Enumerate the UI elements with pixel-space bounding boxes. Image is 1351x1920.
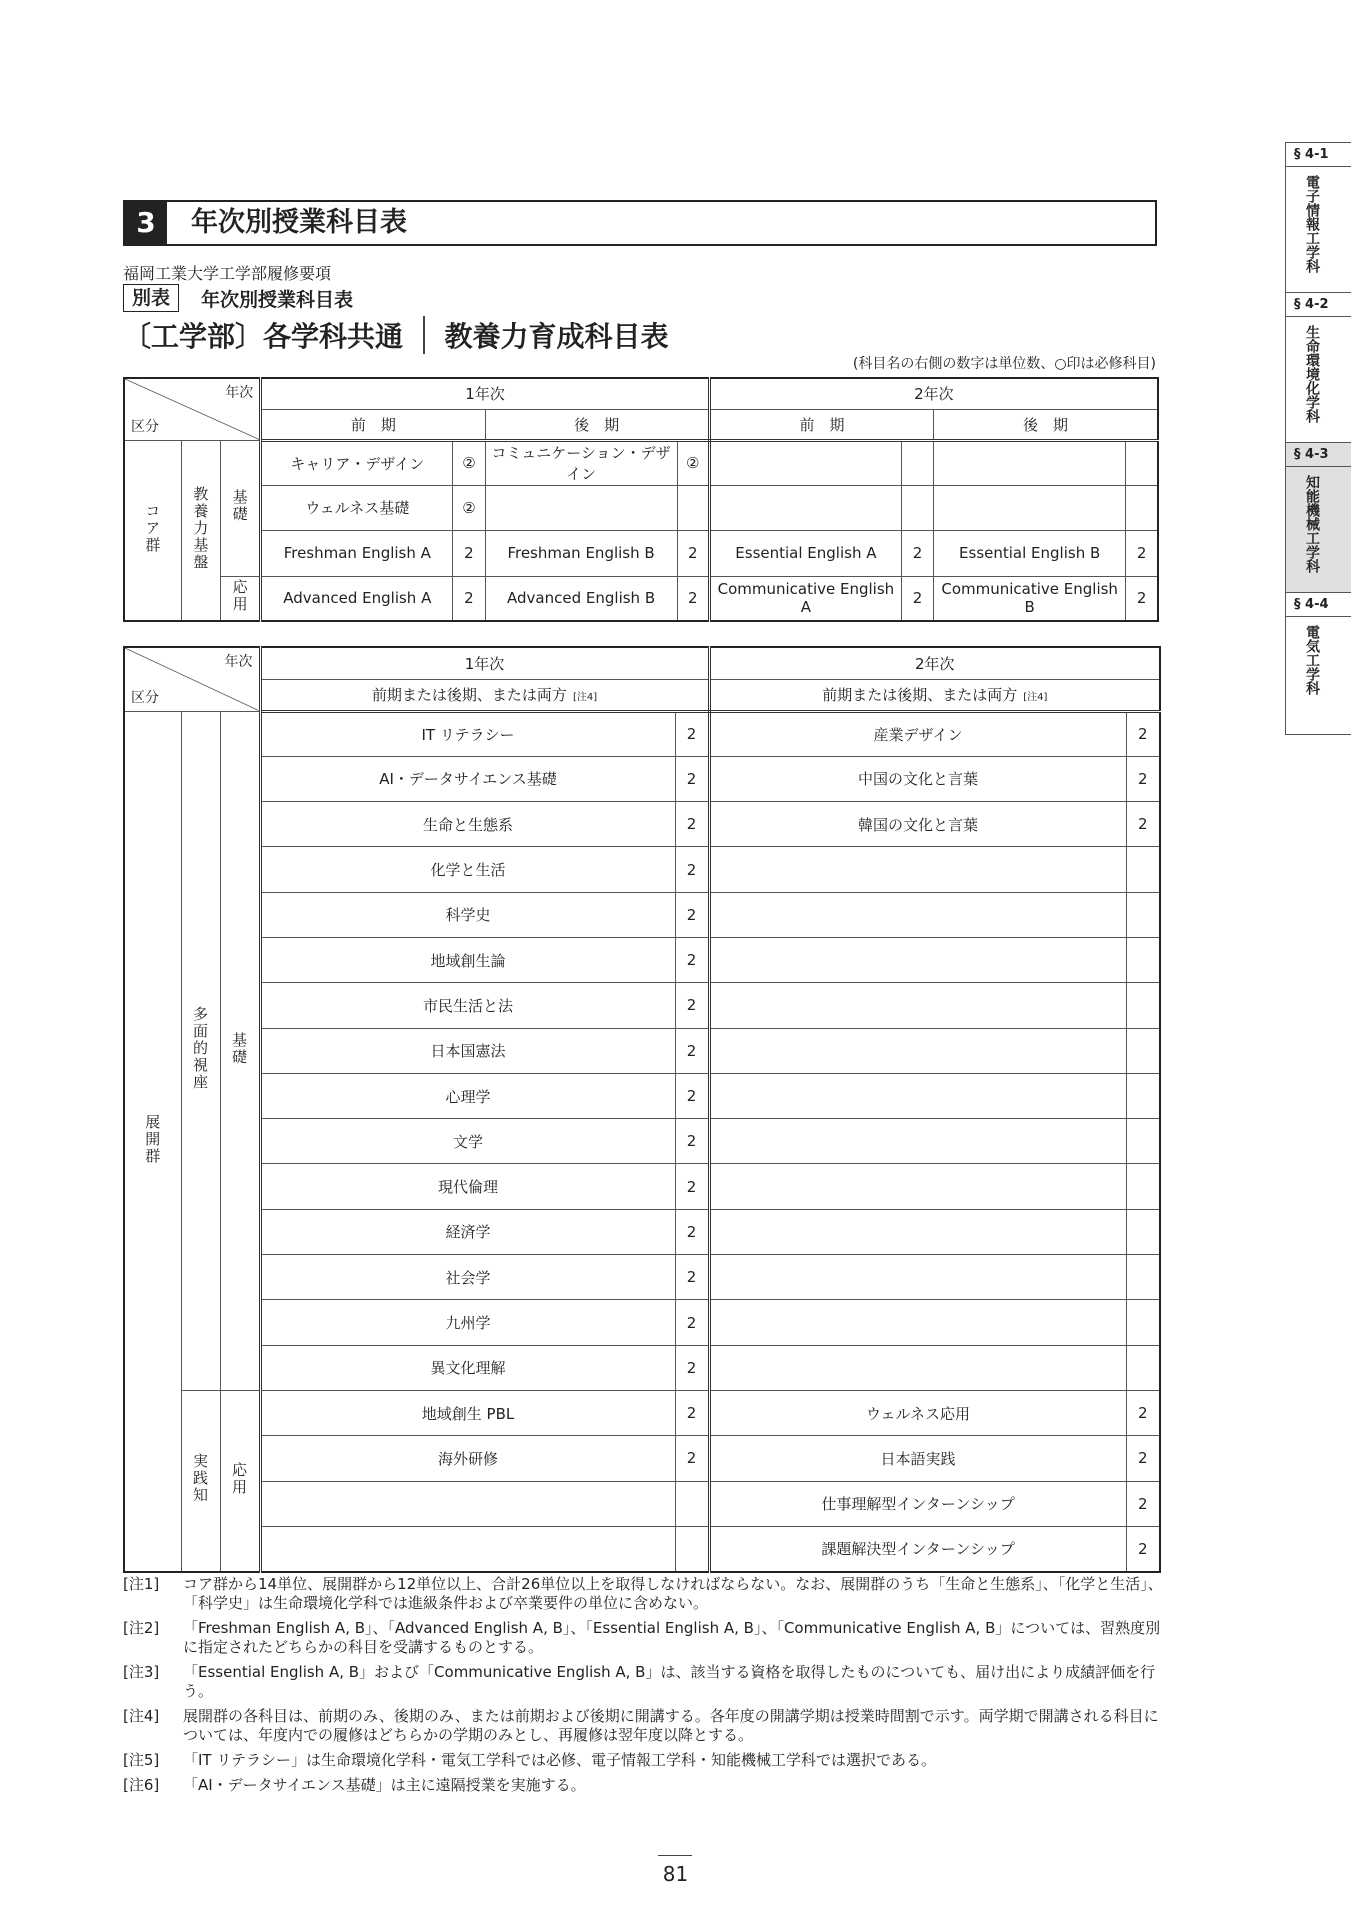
- credit-cell: 2: [1126, 530, 1158, 576]
- year2-header: 2年次: [709, 378, 1158, 409]
- course-cell: AI・データサイエンス基礎: [260, 756, 675, 801]
- credit-cell: [1126, 485, 1158, 530]
- term-header-y2: 前期または後期、または両方 [注4]: [709, 679, 1160, 711]
- credit-cell: [1126, 1345, 1160, 1390]
- footnote-key: [注4]: [123, 1707, 160, 1725]
- footnote: [123, 1707, 1163, 1745]
- credit-cell: [1126, 1119, 1160, 1164]
- table-row: [124, 1119, 1160, 1164]
- course-cell: [709, 1255, 1126, 1300]
- course-cell: 九州学: [260, 1300, 675, 1345]
- credit-cell: [1126, 1300, 1160, 1345]
- table-row: [124, 576, 1158, 621]
- course-cell: [709, 983, 1126, 1028]
- credit-cell: [1126, 1073, 1160, 1118]
- appendix-label: [123, 284, 353, 312]
- table-row: [124, 1164, 1160, 1209]
- table-row: [124, 440, 1158, 485]
- table-row: [124, 847, 1160, 892]
- course-cell: 課題解決型インターンシップ: [709, 1526, 1126, 1571]
- credit-cell: ②: [677, 440, 709, 485]
- course-cell: 産業デザイン: [709, 711, 1126, 756]
- course-cell: ウェルネス応用: [709, 1390, 1126, 1435]
- credit-cell: 2: [1126, 756, 1160, 801]
- credit-cell: 2: [675, 1345, 709, 1390]
- course-cell: 海外研修: [260, 1436, 675, 1481]
- footnote: [123, 1776, 1163, 1795]
- credit-cell: 2: [675, 892, 709, 937]
- footnotes: [123, 1575, 1163, 1801]
- credit-cell: 2: [1126, 576, 1158, 621]
- course-cell: 心理学: [260, 1073, 675, 1118]
- table-row: [124, 756, 1160, 801]
- term-zenki-y1: 前 期: [261, 409, 485, 440]
- table-row: [124, 937, 1160, 982]
- table-row: [124, 1028, 1160, 1073]
- year2-header: 2年次: [709, 647, 1160, 679]
- footnote: [123, 1619, 1163, 1657]
- footnote-key: [注5]: [123, 1751, 160, 1769]
- footnote-text: 「AI・データサイエンス基礎」は主に遠隔授業を実施する。: [183, 1776, 586, 1794]
- side-tab-text: 電気工学科: [1304, 625, 1320, 695]
- table-row: [124, 1073, 1160, 1118]
- page-number: 81: [662, 1862, 689, 1886]
- side-tab-text: 電子情報工学科: [1304, 175, 1320, 273]
- side-tab-1[interactable]: [1285, 142, 1351, 292]
- course-cell: Essential English A: [709, 530, 901, 576]
- credit-note: (科目名の右側の数字は単位数、○印は必修科目): [852, 356, 1156, 372]
- credit-cell: [1126, 1028, 1160, 1073]
- course-cell: [709, 1164, 1126, 1209]
- course-cell: [709, 892, 1126, 937]
- nenji-label: 年次: [225, 385, 254, 401]
- course-cell: [709, 1300, 1126, 1345]
- footnote-key: [注6]: [123, 1776, 160, 1794]
- table-row: [124, 530, 1158, 576]
- course-cell: 市民生活と法: [260, 983, 675, 1028]
- table-row: [124, 1255, 1160, 1300]
- course-cell: 日本国憲法: [260, 1028, 675, 1073]
- document-source: 福岡工業大学工学部履修要項: [123, 264, 332, 283]
- course-cell: Freshman English B: [485, 530, 677, 576]
- table-row: [124, 892, 1160, 937]
- credit-cell: ②: [453, 485, 485, 530]
- group-core: コア群: [124, 440, 181, 621]
- footnote: [123, 1575, 1163, 1613]
- course-cell: Advanced English A: [261, 576, 453, 621]
- credit-cell: 2: [677, 530, 709, 576]
- year1-header: 1年次: [260, 647, 709, 679]
- kubun-label: 区分: [131, 418, 159, 435]
- credit-cell: [901, 485, 933, 530]
- course-cell: Communicative English B: [934, 576, 1126, 621]
- table-row: [124, 1300, 1160, 1345]
- table-row: [124, 983, 1160, 1028]
- course-cell: 異文化理解: [260, 1345, 675, 1390]
- credit-cell: 2: [675, 1073, 709, 1118]
- credit-cell: 2: [675, 756, 709, 801]
- credit-cell: 2: [675, 1255, 709, 1300]
- kubun-header-cell: [124, 378, 261, 440]
- kubun-header-cell: [124, 647, 260, 711]
- course-cell: 地域創生 PBL: [260, 1390, 675, 1435]
- credit-cell: 2: [1126, 1436, 1160, 1481]
- course-cell: 化学と生活: [260, 847, 675, 892]
- course-cell: ウェルネス基礎: [261, 485, 453, 530]
- credit-cell: 2: [675, 802, 709, 847]
- course-cell: 地域創生論: [260, 937, 675, 982]
- course-cell: 社会学: [260, 1255, 675, 1300]
- course-cell: 仕事理解型インターンシップ: [709, 1481, 1126, 1526]
- footnote-text: 「IT リテラシー」は生命環境化学科・電気工学科では必修、電子情報工学科・知能機械工学科では選択である。: [183, 1751, 937, 1769]
- course-cell: Communicative English A: [709, 576, 901, 621]
- footnote-text: 「Essential English A, B」および「Communicative English A, B」は、該当する資格を取得したものについても、届け出により成績評価を行う。: [183, 1663, 1156, 1700]
- group-tenkai: 展開群: [124, 711, 181, 1572]
- footnote-key: [注2]: [123, 1619, 160, 1637]
- subgroup-kyoyo: 教養力基盤: [181, 440, 220, 621]
- credit-cell: 2: [675, 1300, 709, 1345]
- credit-cell: 2: [901, 576, 933, 621]
- credit-cell: 2: [677, 576, 709, 621]
- course-cell: [260, 1481, 675, 1526]
- course-cell: 経済学: [260, 1209, 675, 1254]
- credit-cell: 2: [1126, 1481, 1160, 1526]
- credit-cell: 2: [675, 1028, 709, 1073]
- table-row: [124, 1390, 1160, 1435]
- credit-cell: 2: [675, 1209, 709, 1254]
- term-zenki-y2: 前 期: [709, 409, 933, 440]
- category-kiso: 基礎: [221, 440, 261, 576]
- credit-cell: [677, 485, 709, 530]
- subgroup-tamenteki: 多面的視座: [181, 711, 220, 1390]
- footnote: [123, 1751, 1163, 1770]
- kubun-label: 区分: [131, 689, 159, 706]
- course-cell: [709, 1209, 1126, 1254]
- course-cell: 文学: [260, 1119, 675, 1164]
- table-row: [124, 1481, 1160, 1526]
- credit-cell: 2: [1126, 1526, 1160, 1571]
- credit-cell: 2: [675, 1436, 709, 1481]
- course-cell: 現代倫理: [260, 1164, 675, 1209]
- side-tab-label: § 4-4: [1286, 593, 1351, 617]
- section-header: [123, 200, 1157, 246]
- course-cell: [934, 440, 1126, 485]
- credit-cell: 2: [1126, 711, 1160, 756]
- category-kiso: 基礎: [220, 711, 260, 1390]
- heading-left: 〔工学部〕各学科共通: [123, 320, 404, 353]
- credit-cell: 2: [453, 530, 485, 576]
- table-row: [124, 1526, 1160, 1571]
- page-number-rule: [658, 1855, 692, 1856]
- course-cell: 韓国の文化と言葉: [709, 802, 1126, 847]
- course-cell: [709, 485, 901, 530]
- credit-cell: 2: [453, 576, 485, 621]
- course-cell: [709, 937, 1126, 982]
- heading-right: 教養力育成科目表: [444, 320, 669, 353]
- course-cell: [709, 1345, 1126, 1390]
- course-cell: Advanced English B: [485, 576, 677, 621]
- course-cell: IT リテラシー: [260, 711, 675, 756]
- tenkai-course-table: [123, 646, 1161, 1573]
- term-kouki-y2: 後 期: [934, 409, 1158, 440]
- credit-cell: [675, 1526, 709, 1571]
- side-tab-label: § 4-1: [1286, 143, 1351, 167]
- credit-cell: 2: [1126, 1390, 1160, 1435]
- footnote-text: コア群から14単位、展開群から12単位以上、合計26単位以上を取得しなければならない。なお、展開群のうち「生命と生態系」、「化学と生活」、「科学史」は生命環境化学科では進級条件および卒業要件の単位に含めない。: [183, 1575, 1163, 1612]
- footnote-text: 「Freshman English A, B」、「Advanced English A, B」、「Essential English A, B」、「Communicative English A, B」については、習熟度別に指定されたどちらかの科目を受講するものとする。: [183, 1619, 1161, 1656]
- course-cell: コミュニケーション・デザイン: [485, 440, 677, 485]
- side-tabs-end: [1285, 730, 1351, 735]
- credit-cell: ②: [453, 440, 485, 485]
- course-cell: [260, 1526, 675, 1571]
- course-cell: [709, 1073, 1126, 1118]
- course-cell: [934, 485, 1126, 530]
- table-heading: [123, 316, 669, 354]
- nenji-label: 年次: [224, 654, 253, 670]
- course-cell: [485, 485, 677, 530]
- appendix-box: 別表: [123, 284, 179, 312]
- credit-cell: 2: [675, 847, 709, 892]
- side-tab-label: § 4-2: [1286, 293, 1351, 317]
- side-tab-text: 生命環境化学科: [1304, 325, 1320, 423]
- credit-cell: 2: [675, 1390, 709, 1435]
- course-cell: 中国の文化と言葉: [709, 756, 1126, 801]
- category-ouyou: 応用: [221, 576, 261, 621]
- section-number: 3: [125, 202, 167, 244]
- credit-cell: [675, 1481, 709, 1526]
- side-tabs: [1285, 142, 1351, 735]
- table-row: [124, 1345, 1160, 1390]
- heading-separator: [423, 316, 425, 354]
- category-ouyou: 応用: [220, 1390, 260, 1571]
- side-tab-3[interactable]: [1285, 442, 1351, 592]
- course-cell: Freshman English A: [261, 530, 453, 576]
- term-kouki-y1: 後 期: [485, 409, 709, 440]
- credit-cell: [1126, 937, 1160, 982]
- side-tab-label: § 4-3: [1286, 443, 1351, 467]
- appendix-title: 年次別授業科目表: [201, 288, 354, 311]
- course-cell: 生命と生態系: [260, 802, 675, 847]
- credit-cell: 2: [675, 711, 709, 756]
- table-row: [124, 485, 1158, 530]
- credit-cell: 2: [675, 983, 709, 1028]
- credit-cell: [1126, 892, 1160, 937]
- credit-cell: 2: [675, 1119, 709, 1164]
- table-row: [124, 1209, 1160, 1254]
- footnote-text: 展開群の各科目は、前期のみ、後期のみ、または前期および後期に開講する。各年度の開講学期は授業時間割で示す。両学期で開講される科目については、年度内での履修はどちらかの学期のみとし、再履修は翌年度以降とする。: [183, 1707, 1159, 1744]
- section-title: 年次別授業科目表: [191, 207, 407, 238]
- subgroup-jissenchi: 実践知: [181, 1390, 220, 1571]
- course-cell: [709, 440, 901, 485]
- course-cell: キャリア・デザイン: [261, 440, 453, 485]
- credit-cell: 2: [675, 937, 709, 982]
- credit-cell: [1126, 1255, 1160, 1300]
- course-cell: [709, 1028, 1126, 1073]
- course-cell: [709, 847, 1126, 892]
- table-row: [124, 802, 1160, 847]
- credit-cell: [1126, 1164, 1160, 1209]
- footnote-key: [注1]: [123, 1575, 160, 1593]
- credit-cell: [1126, 983, 1160, 1028]
- course-cell: 日本語実践: [709, 1436, 1126, 1481]
- credit-cell: 2: [901, 530, 933, 576]
- table-row: [124, 1436, 1160, 1481]
- credit-cell: [1126, 440, 1158, 485]
- course-cell: 科学史: [260, 892, 675, 937]
- credit-cell: 2: [675, 1164, 709, 1209]
- side-tab-4[interactable]: [1285, 592, 1351, 730]
- footnote: [123, 1663, 1163, 1701]
- side-tab-2[interactable]: [1285, 292, 1351, 442]
- table-row: [124, 711, 1160, 756]
- side-tab-text: 知能機械工学科: [1304, 475, 1320, 573]
- footnote-key: [注3]: [123, 1663, 160, 1681]
- course-cell: Essential English B: [934, 530, 1126, 576]
- term-header-y1: 前期または後期、または両方 [注4]: [260, 679, 709, 711]
- credit-cell: 2: [1126, 802, 1160, 847]
- year1-header: 1年次: [261, 378, 710, 409]
- credit-cell: [901, 440, 933, 485]
- credit-cell: [1126, 847, 1160, 892]
- credit-cell: [1126, 1209, 1160, 1254]
- core-course-table: [123, 377, 1159, 622]
- course-cell: [709, 1119, 1126, 1164]
